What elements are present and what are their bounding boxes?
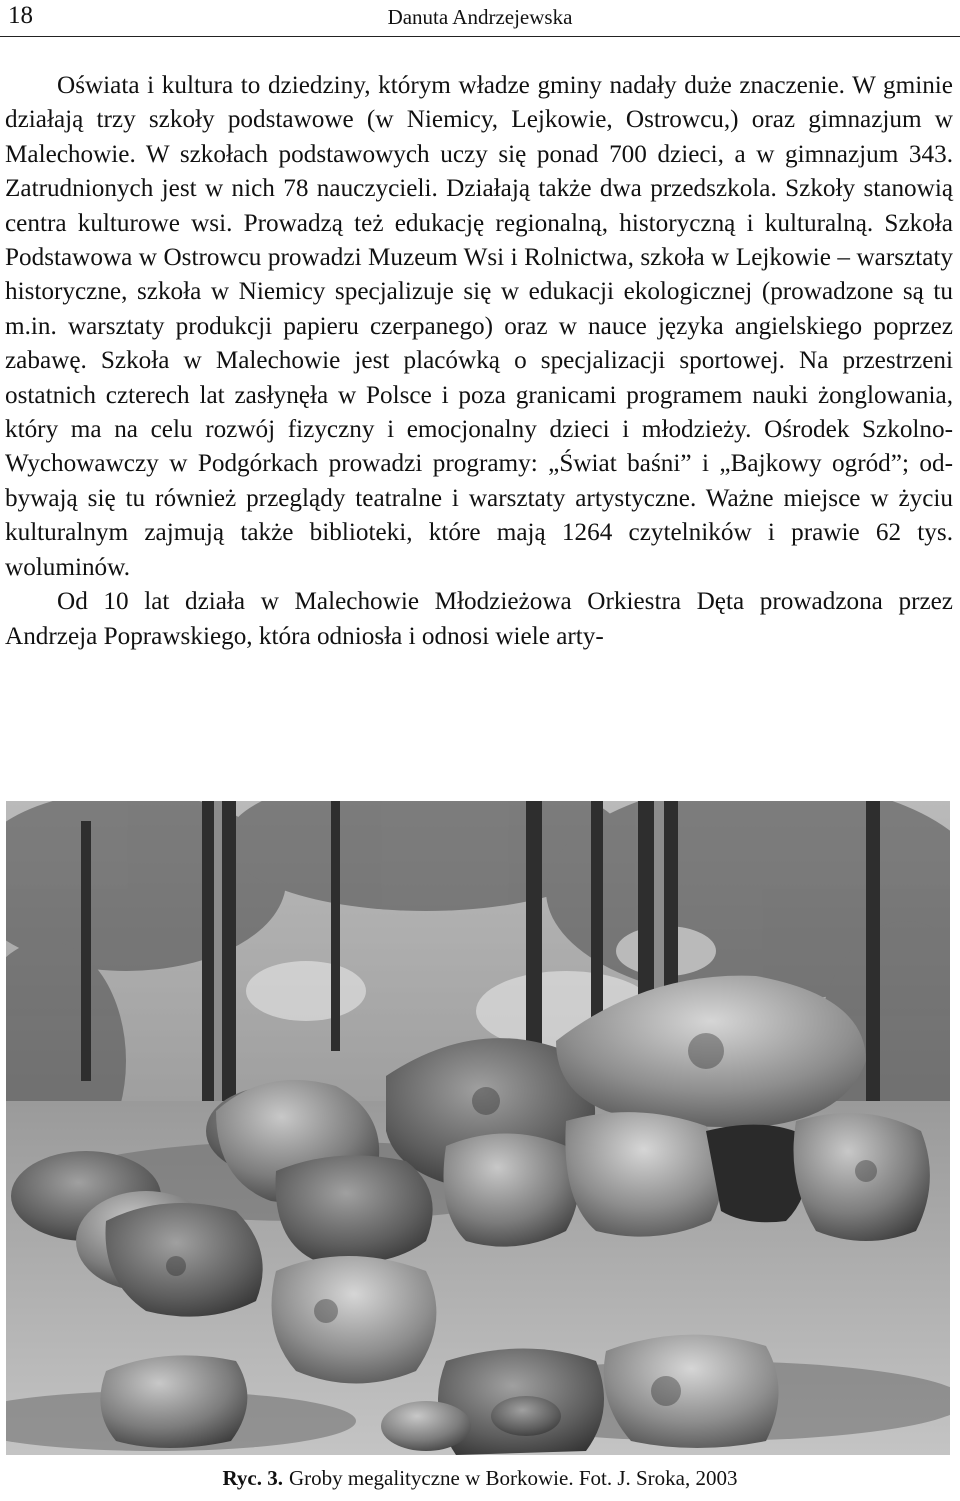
figure-caption bbox=[0, 1466, 960, 1491]
page-number: 18 bbox=[8, 2, 33, 29]
paragraph-orchestra: Od 10 lat działa w Malechowie Młodzieżowa Orkiestra Dęta prowadzona przez Andrzeja Poprawskiego, która odniosła i odnosi wiele arty- bbox=[5, 588, 953, 650]
body-text bbox=[5, 69, 953, 654]
figure-label: Ryc. 3. bbox=[222, 1466, 283, 1490]
photo-illustration bbox=[6, 801, 950, 1455]
running-header-author: Danuta Andrzejewska bbox=[387, 5, 573, 29]
paragraph-education: Oświata i kultura to dziedziny, którym władze gminy nadały duże znaczenie. W gminie działają trzy szkoły podstawowe (w Niemicy, Lejkowie, Ostrowcu,) oraz gimnazjum w Malechowie. W szkołach podstawowych uczy się ponad 700 dzieci, a w gimnazjum 343. Zatrudnionych jest w nich 78 nauczycieli. Działają także dwa przedszkola. Szkoły stanowią centra kulturowe wsi. Prowadzą też edukację regionalną, historyczną i kulturalną. Szkoła Podstawowa w Ostrowcu prowadzi Muzeum Wsi i Rolnictwa, szkoła w Lejkowie – warsztaty historyczne, szkoła w Niemicy specjalizuje się w edukacji ekologicznej (prowadzone są tu m.in. warsztaty produkcji papieru czerpanego) oraz w nauce języka angielskiego poprzez zabawę. Szkoła w Malechowie jest placówką o specjalizacji sportowej. Na przestrzeni ostatnich czterech lat zasłynęła w Polsce i poza granicami programem nauki żonglowania, który ma na celu rozwój fizyczny i emocjonalny dzieci i młodzieży. Ośrodek Szkolno-Wychowawczy w Podgórkach prowadzi programy: „Świat baśni” i „Bajkowy ogród”; odbywają się tu również przeglądy teatralne i warsztaty artystyczne. Ważne miejsce w życiu kulturalnym zajmują także biblioteki, które mają 1264 czytelników i prawie 62 tys. woluminów. bbox=[5, 72, 953, 581]
megalithic-tombs-photo bbox=[6, 801, 950, 1455]
figure-caption-text: Groby megalityczne w Borkowie. Fot. J. Sroka, 2003 bbox=[288, 1466, 738, 1490]
running-header bbox=[0, 0, 960, 37]
